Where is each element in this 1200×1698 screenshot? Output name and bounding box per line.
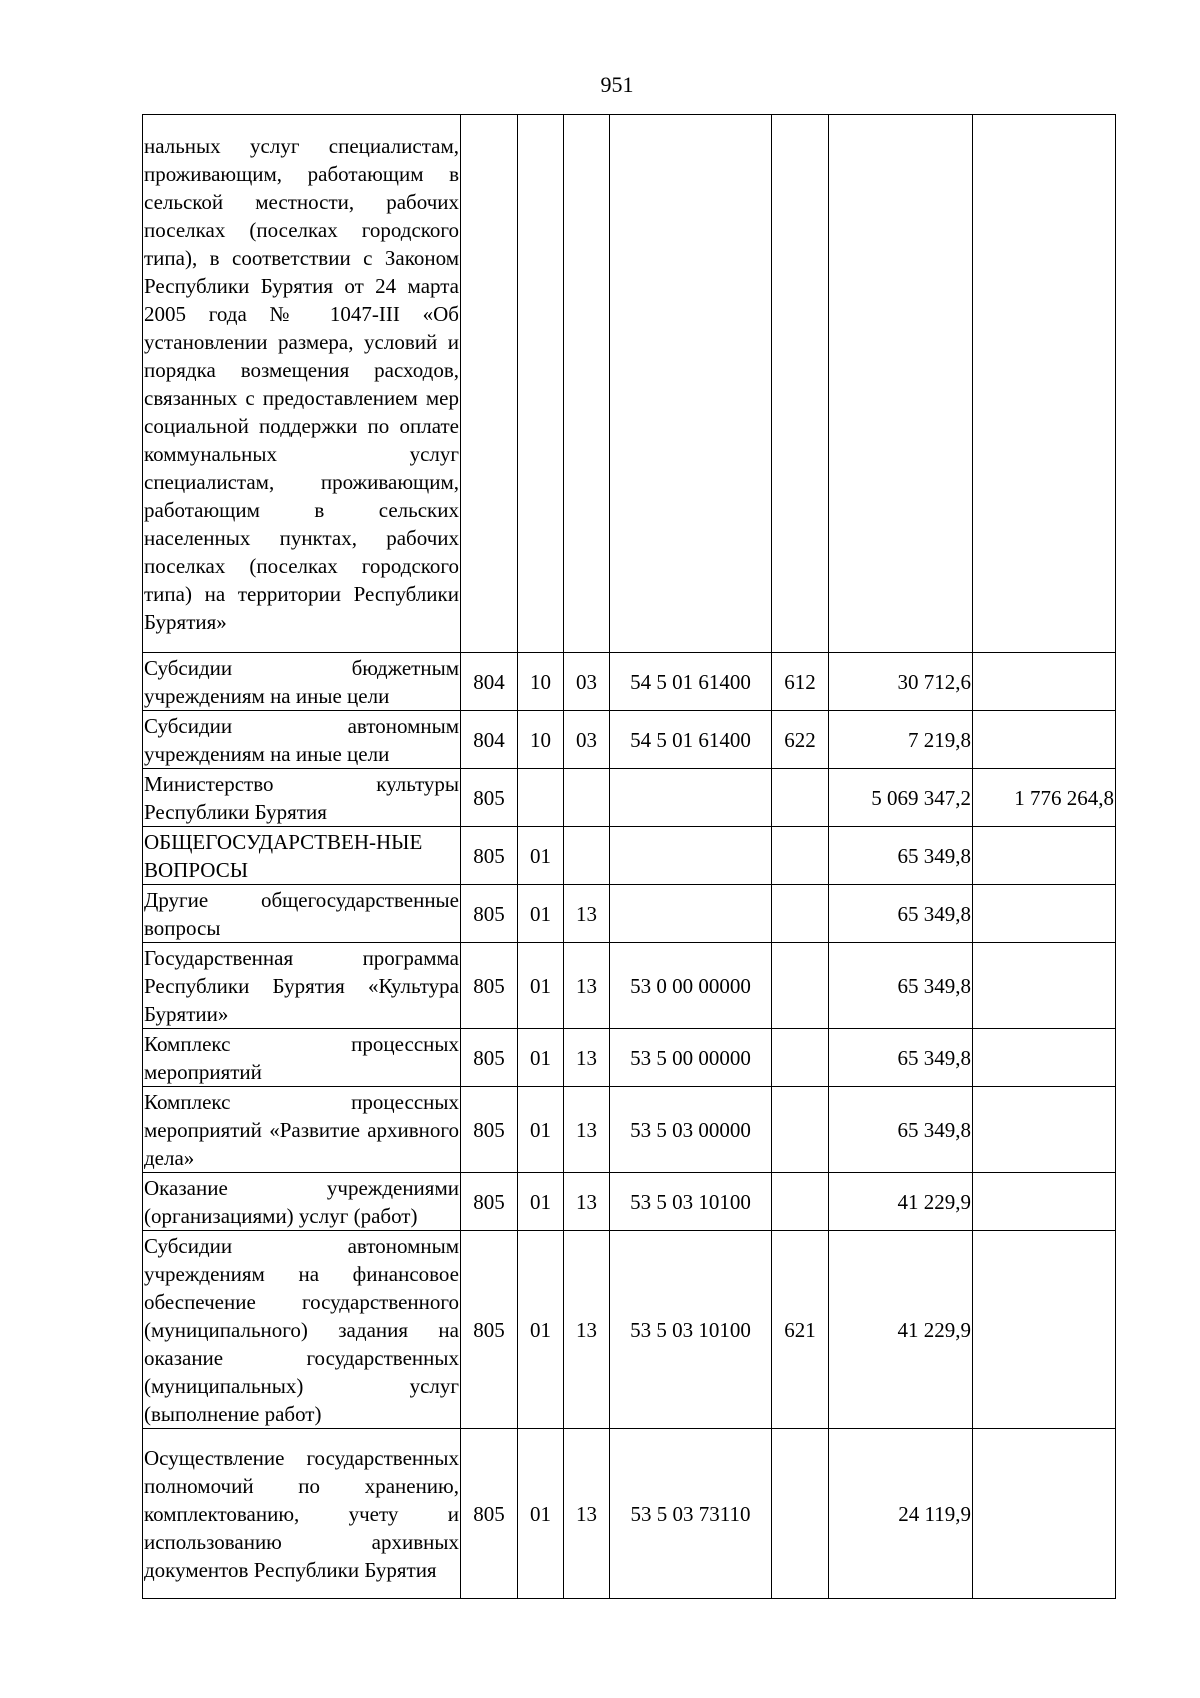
amount: 7 219,8 <box>829 711 973 769</box>
row-description: Другие общегосударственные вопросы <box>143 885 461 943</box>
row-description: Субсидии автономным учреждениям на финансовое обеспечение государственного (муниципального) задания на оказание государственных (муниципальных) услуг (выполнение работ) <box>143 1231 461 1429</box>
table-row <box>143 827 1116 885</box>
amount-second <box>973 1173 1116 1231</box>
amount: 65 349,8 <box>829 1029 973 1087</box>
section-code: 10 <box>518 653 564 711</box>
subsection-code <box>564 827 610 885</box>
target-article: 54 5 01 61400 <box>610 653 772 711</box>
amount-second <box>973 827 1116 885</box>
subsection-code: 03 <box>564 711 610 769</box>
target-article: 53 0 00 00000 <box>610 943 772 1029</box>
amount-second <box>973 1429 1116 1599</box>
table-row <box>143 1087 1116 1173</box>
subsection-code <box>564 115 610 653</box>
amount-second <box>973 885 1116 943</box>
amount-second <box>973 1087 1116 1173</box>
ministry-code: 805 <box>461 1231 518 1429</box>
ministry-code: 805 <box>461 1429 518 1599</box>
section-code <box>518 769 564 827</box>
amount: 41 229,9 <box>829 1231 973 1429</box>
ministry-code: 805 <box>461 885 518 943</box>
section-code: 01 <box>518 1429 564 1599</box>
row-description: Государственная программа Республики Бурятия «Культура Бурятии» <box>143 943 461 1029</box>
expense-type <box>772 885 829 943</box>
amount: 41 229,9 <box>829 1173 973 1231</box>
row-description: Субсидии автономным учреждениям на иные цели <box>143 711 461 769</box>
row-description: Министерство культуры Республики Бурятия <box>143 769 461 827</box>
section-code: 01 <box>518 827 564 885</box>
table-row <box>143 943 1116 1029</box>
section-code: 01 <box>518 1029 564 1087</box>
expense-type <box>772 769 829 827</box>
target-article <box>610 827 772 885</box>
amount: 65 349,8 <box>829 885 973 943</box>
table-row <box>143 115 1116 653</box>
ministry-code: 805 <box>461 827 518 885</box>
subsection-code: 13 <box>564 885 610 943</box>
budget-table <box>142 114 1116 1599</box>
table-row <box>143 769 1116 827</box>
table-row <box>143 1231 1116 1429</box>
section-code: 01 <box>518 1231 564 1429</box>
ministry-code: 804 <box>461 653 518 711</box>
ministry-code: 805 <box>461 1087 518 1173</box>
row-description: ОБЩЕГОСУДАРСТВЕН-НЫЕ ВОПРОСЫ <box>143 827 461 885</box>
amount-second <box>973 711 1116 769</box>
target-article: 53 5 03 10100 <box>610 1231 772 1429</box>
expense-type <box>772 943 829 1029</box>
row-description: Субсидии бюджетным учреждениям на иные цели <box>143 653 461 711</box>
target-article: 53 5 03 10100 <box>610 1173 772 1231</box>
row-description: Осуществление государственных полномочий по хранению, комплектованию, учету и использованию архивных документов Республики Бурятия <box>143 1429 461 1599</box>
amount-second: 1 776 264,8 <box>973 769 1116 827</box>
target-article: 53 5 03 00000 <box>610 1087 772 1173</box>
amount: 30 712,6 <box>829 653 973 711</box>
row-description: Оказание учреждениями (организациями) услуг (работ) <box>143 1173 461 1231</box>
section-code: 01 <box>518 943 564 1029</box>
amount: 65 349,8 <box>829 943 973 1029</box>
amount-second <box>973 653 1116 711</box>
table-row <box>143 1429 1116 1599</box>
page-number: 951 <box>600 72 634 97</box>
row-description: Комплекс процессных мероприятий <box>143 1029 461 1087</box>
section-code: 01 <box>518 1173 564 1231</box>
target-article: 53 5 03 73110 <box>610 1429 772 1599</box>
subsection-code <box>564 769 610 827</box>
expense-type <box>772 1429 829 1599</box>
table-row <box>143 1029 1116 1087</box>
amount: 5 069 347,2 <box>829 769 973 827</box>
subsection-code: 13 <box>564 1029 610 1087</box>
subsection-code: 13 <box>564 1429 610 1599</box>
expense-type <box>772 1173 829 1231</box>
table-row <box>143 711 1116 769</box>
row-description: Комплекс процессных мероприятий «Развитие архивного дела» <box>143 1087 461 1173</box>
amount: 24 119,9 <box>829 1429 973 1599</box>
ministry-code: 805 <box>461 943 518 1029</box>
table-row <box>143 885 1116 943</box>
amount-second <box>973 1029 1116 1087</box>
section-code: 01 <box>518 885 564 943</box>
section-code: 01 <box>518 1087 564 1173</box>
amount-second <box>973 943 1116 1029</box>
expense-type <box>772 1087 829 1173</box>
expense-type: 621 <box>772 1231 829 1429</box>
target-article <box>610 885 772 943</box>
subsection-code: 13 <box>564 1173 610 1231</box>
target-article: 54 5 01 61400 <box>610 711 772 769</box>
ministry-code: 805 <box>461 1029 518 1087</box>
table-row <box>143 653 1116 711</box>
subsection-code: 13 <box>564 1087 610 1173</box>
subsection-code: 03 <box>564 653 610 711</box>
amount: 65 349,8 <box>829 827 973 885</box>
section-code: 10 <box>518 711 564 769</box>
target-article: 53 5 00 00000 <box>610 1029 772 1087</box>
table-body <box>143 115 1116 1599</box>
subsection-code: 13 <box>564 1231 610 1429</box>
expense-type <box>772 1029 829 1087</box>
table-row <box>143 1173 1116 1231</box>
subsection-code: 13 <box>564 943 610 1029</box>
amount: 65 349,8 <box>829 1087 973 1173</box>
expense-type: 612 <box>772 653 829 711</box>
ministry-code: 804 <box>461 711 518 769</box>
amount <box>829 115 973 653</box>
row-description: нальных услуг специалистам, проживающим, работающим в сельской местности, рабочих поселках (поселках городского типа), в соответствии с Законом Республики Бурятия от 24 марта 2005 года № 1047-III «Об установлении размера, условий и порядка возмещения расходов, связанных с предоставлением мер социальной поддержки по оплате коммунальных услуг специалистам, проживающим, работающим в сельских населенных пунктах, рабочих поселках (поселках городского типа) на территории Республики Бурятия» <box>143 115 461 653</box>
amount-second <box>973 115 1116 653</box>
expense-type <box>772 115 829 653</box>
amount-second <box>973 1231 1116 1429</box>
target-article <box>610 115 772 653</box>
section-code <box>518 115 564 653</box>
ministry-code: 805 <box>461 769 518 827</box>
ministry-code <box>461 115 518 653</box>
expense-type: 622 <box>772 711 829 769</box>
target-article <box>610 769 772 827</box>
ministry-code: 805 <box>461 1173 518 1231</box>
expense-type <box>772 827 829 885</box>
